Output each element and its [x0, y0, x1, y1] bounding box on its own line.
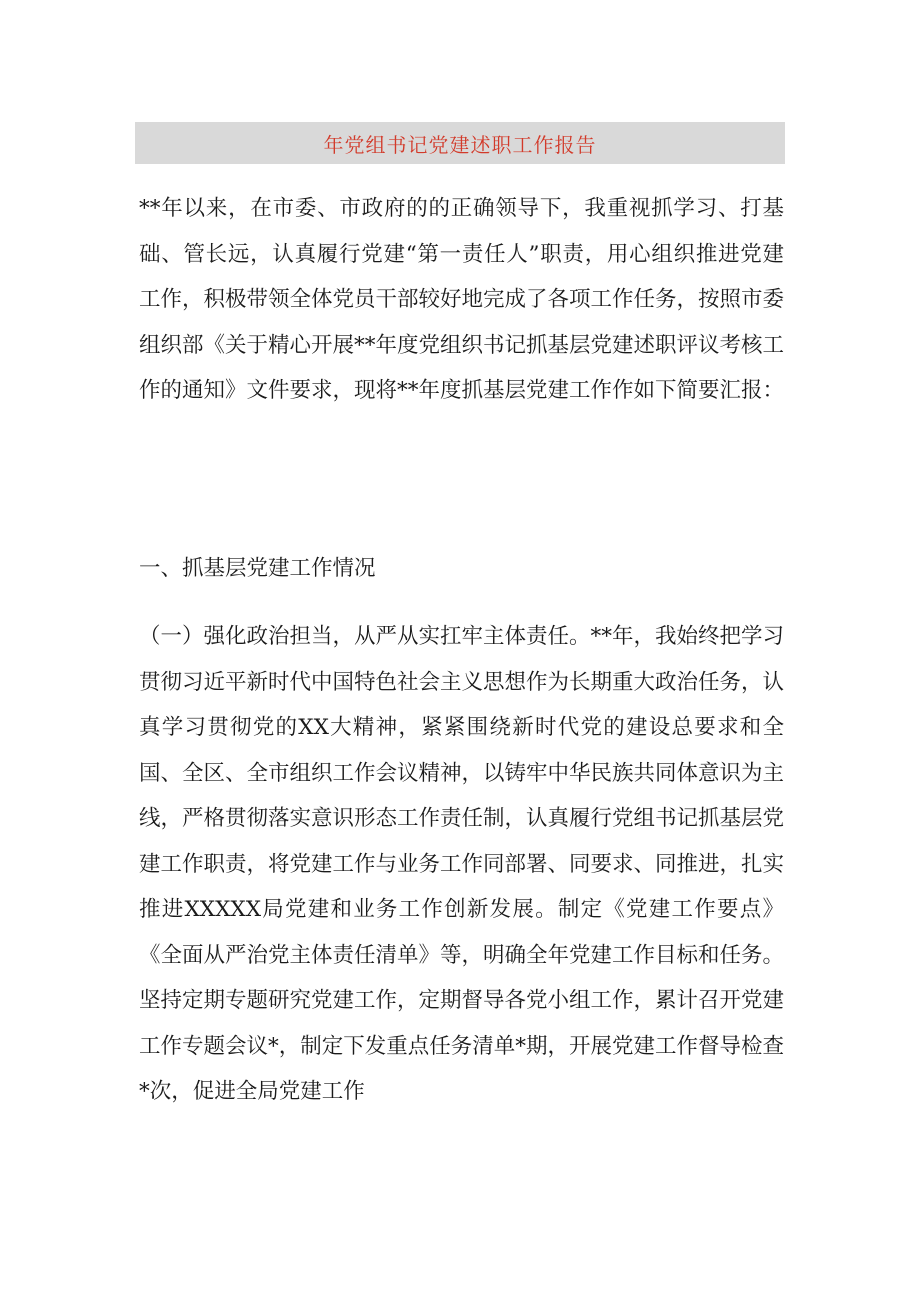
intro-paragraph: **年以来，在市委、市政府的的正确领导下，我重视抓学习、打基础、管长远，认真履行党建“第一责任人”职责，用心组织推进党建工作，积极带领全体党员干部较好地完成了各项工作任务，按照市委组织部《关于精心开展**年度党组织书记抓基层党建述职评议考核工作的通知》文件要求，现将**年度抓基层党建工作作如下简要汇报： — [139, 196, 785, 403]
section-paragraph: （一）强化政治担当，从严从实扛牢主体责任。**年，我始终把学习贯彻习近平新时代中国特色社会主义思想作为长期重大政治任务，认真学习贯彻党的XX大精神，紧紧围绕新时代党的建设总要求和全国、全区、全市组织工作会议精神，以铸牢中华民族共同体意识为主线，严格贯彻落实意识形态工作责任制，认真履行党组书记抓基层党建工作职责，将党建工作与业务工作同部署、同要求、同推进，扎实推进XXXXX局党建和业务工作创新发展。制定《党建工作要点》《全面从严治党主体责任清单》等，明确全年党建工作目标和任务。坚持定期专题研究党建工作，定期督导各党小组工作，累计召开党建工作专题会议*，制定下发重点任务清单*期，开展党建工作督导检查*次，促进全局党建工作 — [139, 624, 785, 1104]
title-banner — [135, 122, 785, 164]
section-heading: 一、抓基层党建工作情况 — [139, 556, 376, 581]
document-title: 年党组书记党建述职工作报告 — [323, 132, 597, 157]
